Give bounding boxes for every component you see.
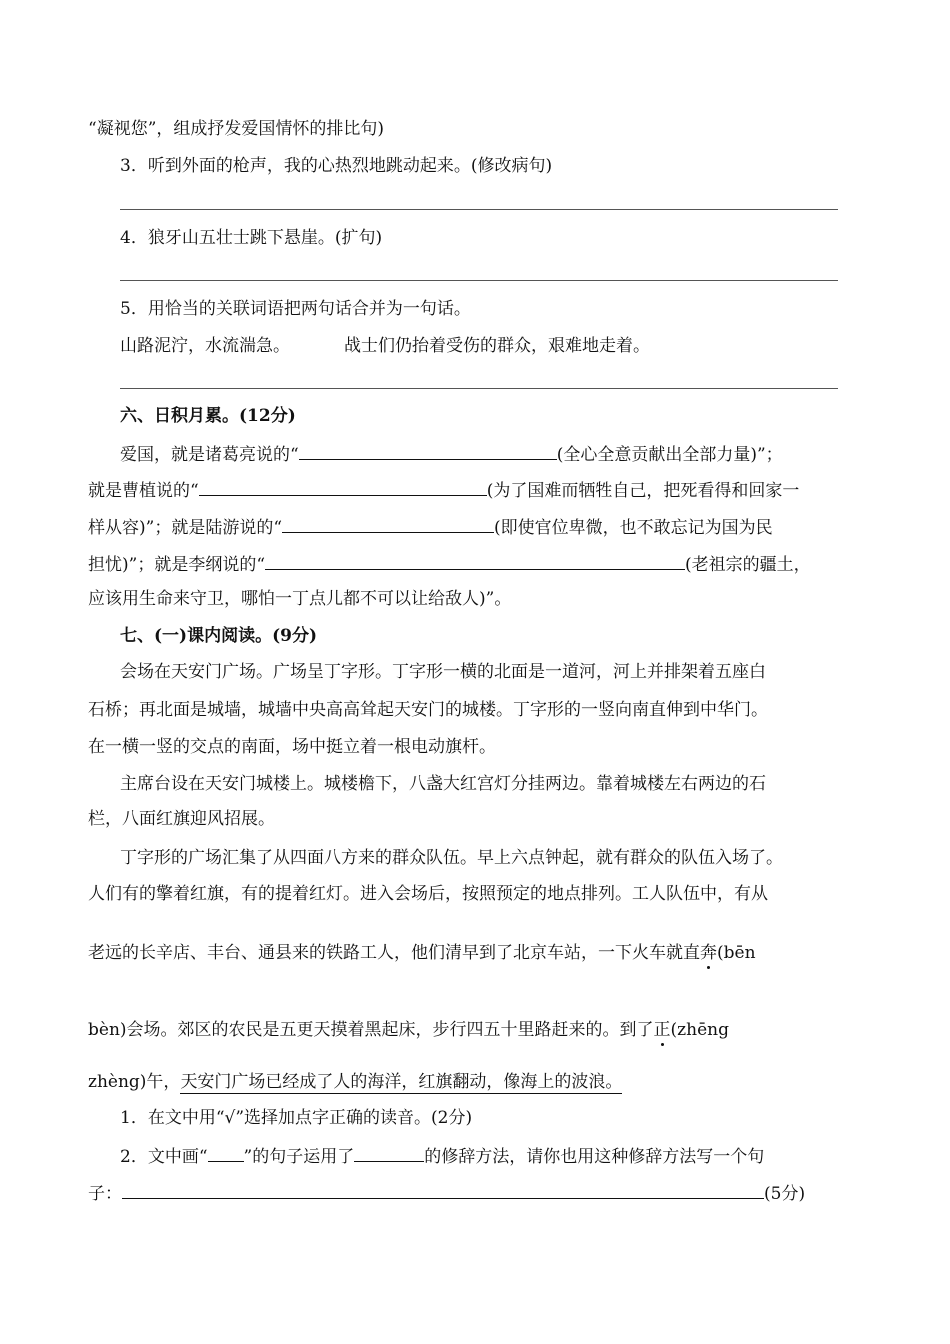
question-4: 4．狼牙山五壮士跳下悬崖。(扩句) — [120, 228, 383, 248]
pinyin-option-ben2: bèn)会场。郊区的农民是五更天摸着黑起床，步行四五十里路赶来的。到了 — [88, 1020, 654, 1040]
answer-line-5[interactable] — [120, 388, 838, 389]
fill-blank-sentence[interactable] — [122, 1180, 764, 1199]
section6-heading: 六、日积月累。(12分) — [120, 406, 296, 426]
section6-line-1: 爱国，就是诸葛亮说的“ (全心全意贡献出全部力量)”； — [120, 441, 783, 466]
question-5: 5．用恰当的关联词语把两句话合并为一句话。 — [120, 299, 471, 319]
answer-line-4[interactable] — [120, 280, 838, 281]
question-3: 3．听到外面的枪声，我的心热烈地跳动起来。(修改病句) — [120, 156, 553, 176]
question-7-2: 2．文中画“ ”的句子运用了 的修辞方法，请你也用这种修辞方法写一个句 — [120, 1143, 764, 1168]
passage-p2-line1: 主席台设在天安门城楼上。城楼檐下，八盏大红宫灯分挂两边。靠着城楼左右两边的石 — [120, 774, 766, 794]
answer-line-3[interactable] — [120, 209, 838, 210]
section6-line-2: 就是曹植说的“ (为了国难而牺牲自己，把死看得和回家一 — [88, 477, 799, 502]
pinyin-option-ben[interactable]: (bēn — [717, 943, 756, 963]
q2-tail: “凝视您”，组成抒发爱国情怀的排比句) — [88, 119, 385, 139]
fill-blank-rhetoric[interactable] — [354, 1143, 424, 1162]
passage-p1-line2: 石桥；再北面是城墙，城墙中央高高耸起天安门的城楼。丁字形的一竖向南直伸到中华门。 — [88, 700, 768, 720]
passage-p1-line3: 在一横一竖的交点的南面，场中挺立着一根电动旗杆。 — [88, 737, 496, 757]
sentence-a: 山路泥泞，水流湍急。 — [120, 336, 290, 356]
fill-blank-caozhi[interactable] — [199, 477, 487, 496]
passage-p3-line3: 老远的长辛店、丰台、通县来的铁路工人，他们清早到了北京车站，一下火车就直奔(bēn — [88, 943, 756, 963]
question-7-1: 1．在文中用“√”选择加点字正确的读音。(2分) — [120, 1108, 473, 1128]
question-7-2-cont: 子： (5分) — [88, 1180, 805, 1205]
passage-p3-line2: 人们有的擎着红旗，有的提着红灯。进入会场后，按照预定的地点排列。工人队伍中，有从 — [88, 884, 768, 904]
underlined-sentence: 天安门广场已经成了人的海洋，红旗翻动，像海上的波浪。 — [180, 1072, 623, 1092]
dotted-char-ben: 奔 — [700, 943, 717, 963]
section6-line-5: 应该用生命来守卫，哪怕一丁点儿都不可以让给敌人)”。 — [88, 589, 512, 609]
pinyin-option-zheng[interactable]: (zhēng — [670, 1020, 729, 1040]
passage-p3-line4 — [88, 1019, 729, 1041]
passage-p3-line5: zhèng)午，天安门广场已经成了人的海洋，红旗翻动，像海上的波浪。 — [88, 1072, 623, 1092]
fill-blank-luyou[interactable] — [282, 514, 494, 533]
section6-line-4: 担忧)”；就是李纲说的“ (老祖宗的疆土， — [88, 551, 811, 576]
passage-p1-line1: 会场在天安门广场。广场呈丁字形。丁字形一横的北面是一道河，河上并排架着五座白 — [120, 662, 766, 682]
section6-line-3: 样从容)”；就是陆游说的“ (即使官位卑微，也不敢忘记为国为民 — [88, 514, 773, 539]
section7-heading: 七、(一)课内阅读。(9分) — [120, 626, 318, 646]
passage-p2-line2: 栏，八面红旗迎风招展。 — [88, 809, 275, 829]
question-5-sentences — [120, 335, 650, 357]
fill-blank-ligang[interactable] — [265, 551, 685, 570]
underline-sample — [208, 1143, 244, 1162]
fill-blank-zhuge[interactable] — [299, 441, 557, 460]
passage-p3-line1: 丁字形的广场汇集了从四面八方来的群众队伍。早上六点钟起，就有群众的队伍入场了。 — [120, 848, 783, 868]
dotted-char-zheng: 正 — [653, 1020, 671, 1040]
sentence-b: 战士们仍抬着受伤的群众，艰难地走着。 — [344, 336, 650, 356]
